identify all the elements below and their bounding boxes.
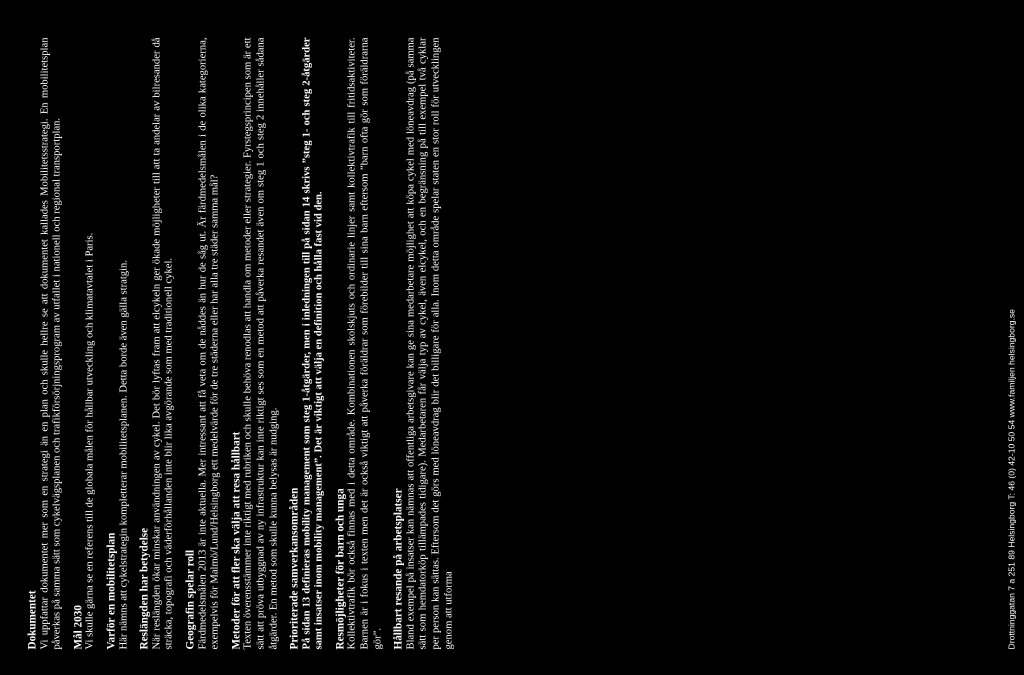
section-heading: Prioriterade samverkansområden [288,487,301,649]
page-footer: Drottninggatan 7 a 251 89 Helsingborg T: 46 (0) 42-10 50 54 www.familjen helsingborg.se [1006,308,1016,649]
section-text: Här nämns att cykelstrategin kompletterar mobilitetsplanen. Detta borde även gälla stratgin. [117,259,129,649]
section-varfor-mobilitetsplan [105,37,130,649]
section-arbetsplatser [392,37,455,649]
section-heading: Reslängden har betydelse [138,527,151,649]
section-emphasis-text: På sidan 13 definieras mobility management som steg 1-åtgärder, men i inledningen till på sidan 14 skrivs ”steg 1- och steg 2-åtgärder samt insatser inom mobility management”. Det är viktigt att välja en definition och hålla fast vid den. [300,37,325,649]
section-dokumentet [26,37,64,649]
section-geografin [184,37,222,649]
section-text: Vi uppfattar dokumentet mer som en strategi än en plan och skulle hellre se att dokumentet kallades Mobilitetsstrategi. En mobilitetsplan påverkas på samma sätt som cykelvägsplanen och trafikförsörjningsprogram av utfallet i nationell och regional transportplan. [38,37,63,649]
section-heading: Mål 2030 [71,604,84,649]
section-text: Texten överensstämmer inte riktigt med rubriken och skulle behöva renodlas att handla om metoder eller strategier. Fyrstegsprincipen som är ett sätt att pröva utbyggnad av ny infrastruktur kan inte riktigt ses som en metod att påverka resandet även om steg 1 och steg 2 innehåller sådana åtgärder. En metod som skulle kunna belysas är nudging. [242,37,279,649]
section-heading: Geografin spelar roll [183,549,196,649]
section-heading: Resmöjligheter för barn och unga [333,487,346,649]
section-heading: Hållbart resande på arbetsplatser [392,487,405,649]
section-text: Vi skulle gärna se en referens till de globala målen för hållbar utveckling och klimatavtalet i Paris. [84,232,96,649]
section-heading: Varför en mobilitetsplan [104,532,117,649]
section-heading: Metoder för att fler ska välja att resa hållbart [229,431,242,649]
section-mal-2030 [72,37,97,649]
section-reslangden [138,37,176,649]
document-body [26,37,463,649]
section-text: Färdmedelsmålen 2013 är inte aktuella. Mer intressant att få veta om de nåddes än hur de såg ut. Är färdmedelsmålen i de olika kategorierna, exempelvis för Malmö/Lund/Helsingborg ett medelvärde för de tre städerna eller har alla tre städer samma mål? [196,37,221,649]
section-metoder [230,37,280,649]
section-samverkansomraden [288,37,326,649]
section-text: Bland exempel på insatser kan nämnas att offentliga arbetsgivare kan ge sina medarbetare möjlighet att köpa cykel med löneavdrag (på samma sätt som hemdatorköp tillämpades tidigare). Medarbetaren får välja typ av cykel, även elcykel, och en begränsning på till exempel två cyklar per person kan sättas. Eftersom det görs med löneavdrag blir det billigare för alla. Inom detta område spelar staten en stor roll för utvecklingen genom att utforma [404,37,454,649]
section-heading: Dokumentet [26,589,38,649]
section-text: När reslängden ökar minskar användningen av cykel. Det bör lyftas fram att elcykeln ger ökade möjligheter till att ta andelar av bilresander då sträcka, topografi och väderförhållanden inte blir lika avgörande som med traditionell cykel. [150,37,175,649]
section-barn-och-unga [334,37,384,649]
section-text: Kollektivtrafik bör också finnas med i detta område. Kombinationen skolskjuts och ordinarie linjer samt kollektivtrafik till fritidsaktiviteter. Barnen är i fokus i texten men det är också viktigt att påverka föräldrar som förebilder till sina barn eftersom ”barn ofta gör som föräldrarna gör”. [346,37,383,649]
